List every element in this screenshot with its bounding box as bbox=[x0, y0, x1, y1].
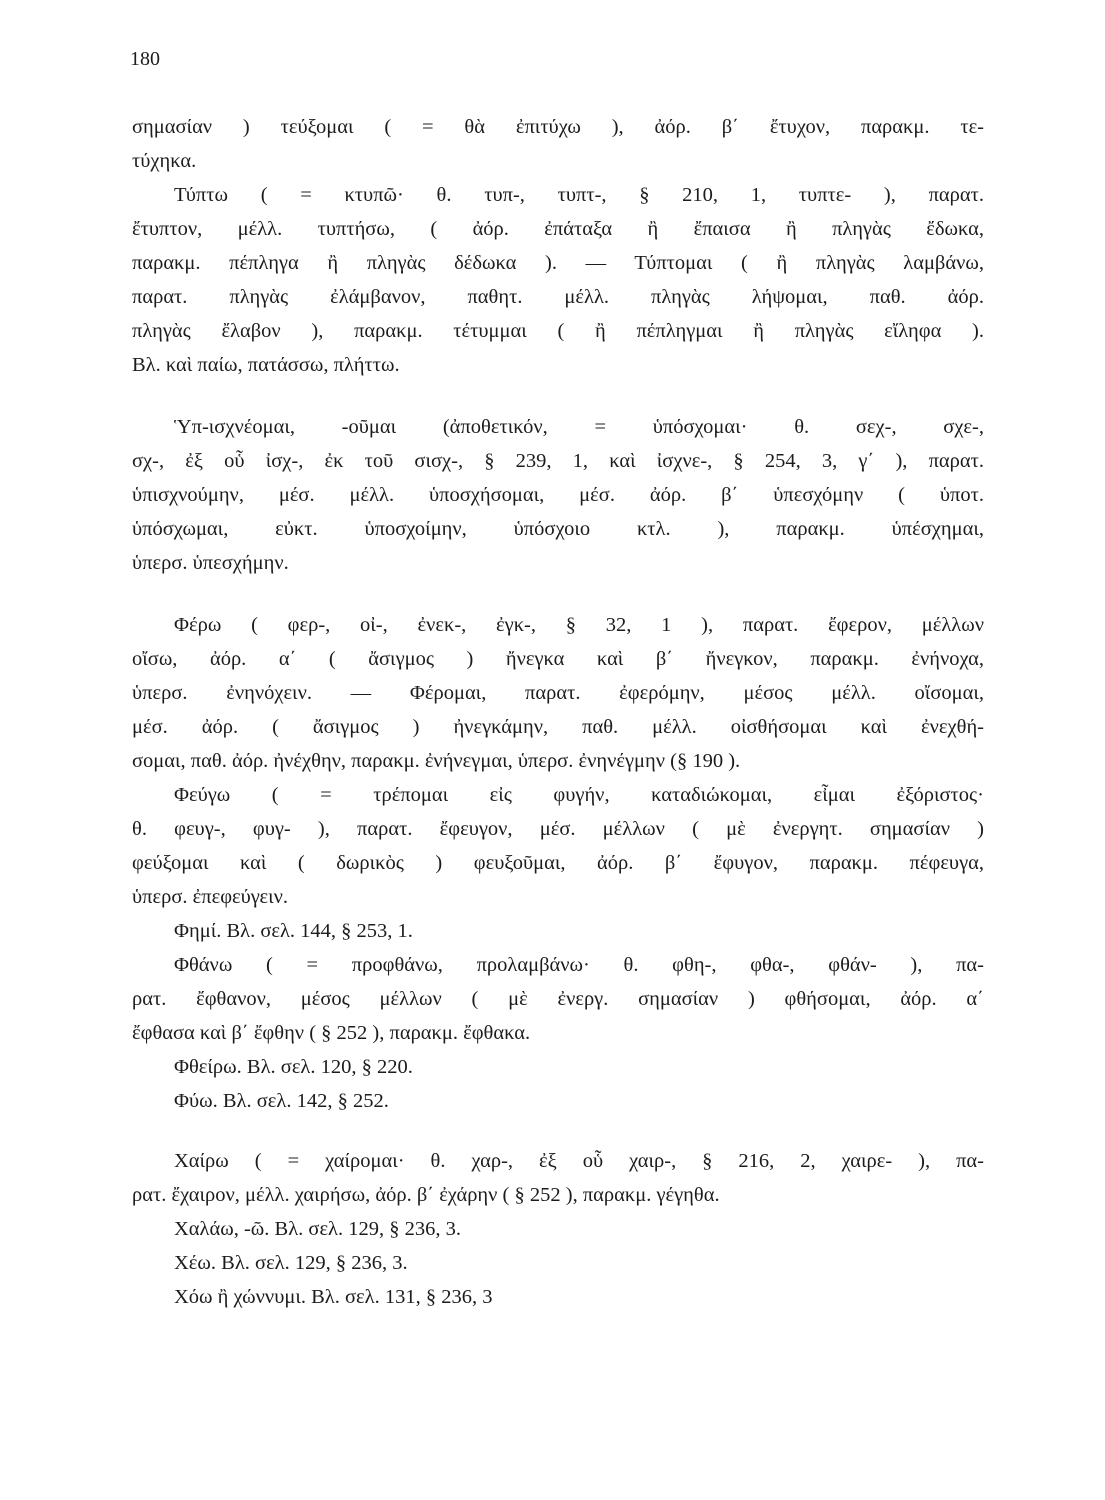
text-line: σομαι, παθ. ἀόρ. ἠνέχθην, παρακμ. ἐνήνεγμαι, ὑπερσ. ἐνηνέγμην (§ 190 ). bbox=[132, 750, 741, 772]
text-line: παρακμ. πέπληγα ἢ πληγὰς δέδωκα ). — Τύπτομαι ( ἢ πληγὰς λαμβάνω, bbox=[132, 252, 984, 274]
text-line: Βλ. καὶ παίω, πατάσσω, πλήττω. bbox=[132, 354, 400, 376]
entry-cheo bbox=[132, 1246, 984, 1280]
entry-headline: Φύω. Βλ. σελ. 142, § 252. bbox=[174, 1090, 389, 1112]
text-line: σημασίαν ) τεύξομαι ( = θὰ ἐπιτύχω ), ἀόρ. β΄ ἔτυχον, παρακμ. τε- bbox=[132, 116, 984, 138]
entry-headline: Φημί. Βλ. σελ. 144, § 253, 1. bbox=[174, 920, 413, 942]
text-line: μέσ. ἀόρ. ( ἄσιγμος ) ἠνεγκάμην, παθ. μέλλ. οἰσθήσομαι καὶ ἐνεχθή- bbox=[132, 716, 984, 738]
text-line: ρατ. ἔχαιρον, μέλλ. χαιρήσω, ἀόρ. β΄ ἐχάρην ( § 252 ), παρακμ. γέγηθα. bbox=[132, 1184, 720, 1206]
entry-phero bbox=[132, 608, 984, 778]
entry-tefxomai-continuation bbox=[132, 110, 984, 178]
text-line: ὑπόσχωμαι, εὐκτ. ὑποσχοίμην, ὑπόσχοιο κτλ. ), παρακμ. ὑπέσχημαι, bbox=[132, 518, 984, 540]
text-line: ὑπερσ. ἐνηνόχειν. — Φέρομαι, παρατ. ἐφερόμην, μέσος μέλλ. οἴσομαι, bbox=[132, 682, 984, 704]
entry-headline: Φέρω ( φερ-, οἰ-, ἐνεκ-, ἐγκ-, § 32, 1 ), παρατ. ἔφερον, μέλλων bbox=[174, 614, 984, 636]
text-line: τύχηκα. bbox=[132, 150, 197, 172]
entry-ypischneomai bbox=[132, 410, 984, 580]
entry-headline: Φθάνω ( = προφθάνω, προλαμβάνω· θ. φθη-, φθα-, φθάν- ), πα- bbox=[174, 954, 984, 976]
text-line: ἔτυπτον, μέλλ. τυπτήσω, ( ἀόρ. ἐπάταξα ἢ ἔπαισα ἢ πληγὰς ἔδωκα, bbox=[132, 218, 984, 240]
page-number: 180 bbox=[130, 48, 160, 70]
entry-phyo bbox=[132, 1084, 984, 1118]
text-line: ὑπερσ. ὑπεσχήμην. bbox=[132, 552, 289, 574]
text-line: παρατ. πληγὰς ἐλάμβανον, παθητ. μέλλ. πληγὰς λήψομαι, παθ. ἀόρ. bbox=[132, 286, 984, 308]
entry-pheugo bbox=[132, 778, 984, 914]
page-text bbox=[132, 110, 984, 1314]
text-line: ρατ. ἔφθανον, μέσος μέλλων ( μὲ ἐνεργ. σημασίαν ) φθήσομαι, ἀόρ. α΄ bbox=[132, 988, 984, 1010]
entry-choo bbox=[132, 1280, 984, 1314]
entry-phthano bbox=[132, 948, 984, 1050]
entry-chalao bbox=[132, 1212, 984, 1246]
text-line: σχ-, ἐξ οὗ ἰσχ-, ἐκ τοῦ σισχ-, § 239, 1, καὶ ἰσχνε-, § 254, 3, γ΄ ), παρατ. bbox=[132, 450, 984, 472]
entry-headline: Φθείρω. Βλ. σελ. 120, § 220. bbox=[174, 1056, 413, 1078]
text-line: ὑπισχνούμην, μέσ. μέλλ. ὑποσχήσομαι, μέσ. ἀόρ. β΄ ὑπεσχόμην ( ὑποτ. bbox=[132, 484, 984, 506]
section-gap bbox=[132, 382, 984, 410]
text-line: φεύξομαι καὶ ( δωρικὸς ) φευξοῦμαι, ἀόρ. β΄ ἔφυγον, παρακμ. πέφευγα, bbox=[132, 852, 984, 874]
entry-headline: Φεύγω ( = τρέπομαι εἰς φυγήν, καταδιώκομαι, εἶμαι ἐξόριστος· bbox=[174, 784, 984, 806]
entry-headline: Χαλάω, -ῶ. Βλ. σελ. 129, § 236, 3. bbox=[174, 1218, 461, 1240]
entry-headline: Ὑπ-ισχνέομαι, -οῦμαι (ἀποθετικόν, = ὑπόσχομαι· θ. σεχ-, σχε-, bbox=[174, 416, 984, 438]
section-gap bbox=[132, 580, 984, 608]
entry-headline: Χόω ἢ χώννυμι. Βλ. σελ. 131, § 236, 3 bbox=[174, 1286, 493, 1308]
entry-chairo bbox=[132, 1144, 984, 1212]
entry-headline: Χαίρω ( = χαίρομαι· θ. χαρ-, ἐξ οὗ χαιρ-, § 216, 2, χαιρε- ), πα- bbox=[174, 1150, 984, 1172]
entry-phtheiro bbox=[132, 1050, 984, 1084]
text-line: πληγὰς ἔλαβον ), παρακμ. τέτυμμαι ( ἢ πέπληγμαι ἢ πληγὰς εἴληφα ). bbox=[132, 320, 984, 342]
text-line: ἔφθασα καὶ β΄ ἔφθην ( § 252 ), παρακμ. ἔφθακα. bbox=[132, 1022, 531, 1044]
entry-headline: Χέω. Βλ. σελ. 129, § 236, 3. bbox=[174, 1252, 408, 1274]
entry-phemi bbox=[132, 914, 984, 948]
entry-headline: Τύπτω ( = κτυπῶ· θ. τυπ-, τυπτ-, § 210, 1, τυπτε- ), παρατ. bbox=[174, 184, 984, 206]
text-line: ὑπερσ. ἐπεφεύγειν. bbox=[132, 886, 289, 908]
text-line: θ. φευγ-, φυγ- ), παρατ. ἔφευγον, μέσ. μέλλων ( μὲ ἐνεργητ. σημασίαν ) bbox=[132, 818, 984, 840]
text-line: οἴσω, ἀόρ. α΄ ( ἄσιγμος ) ἤνεγκα καὶ β΄ ἤνεγκον, παρακμ. ἐνήνοχα, bbox=[132, 648, 984, 670]
section-gap bbox=[132, 1118, 984, 1144]
entry-typto bbox=[132, 178, 984, 382]
